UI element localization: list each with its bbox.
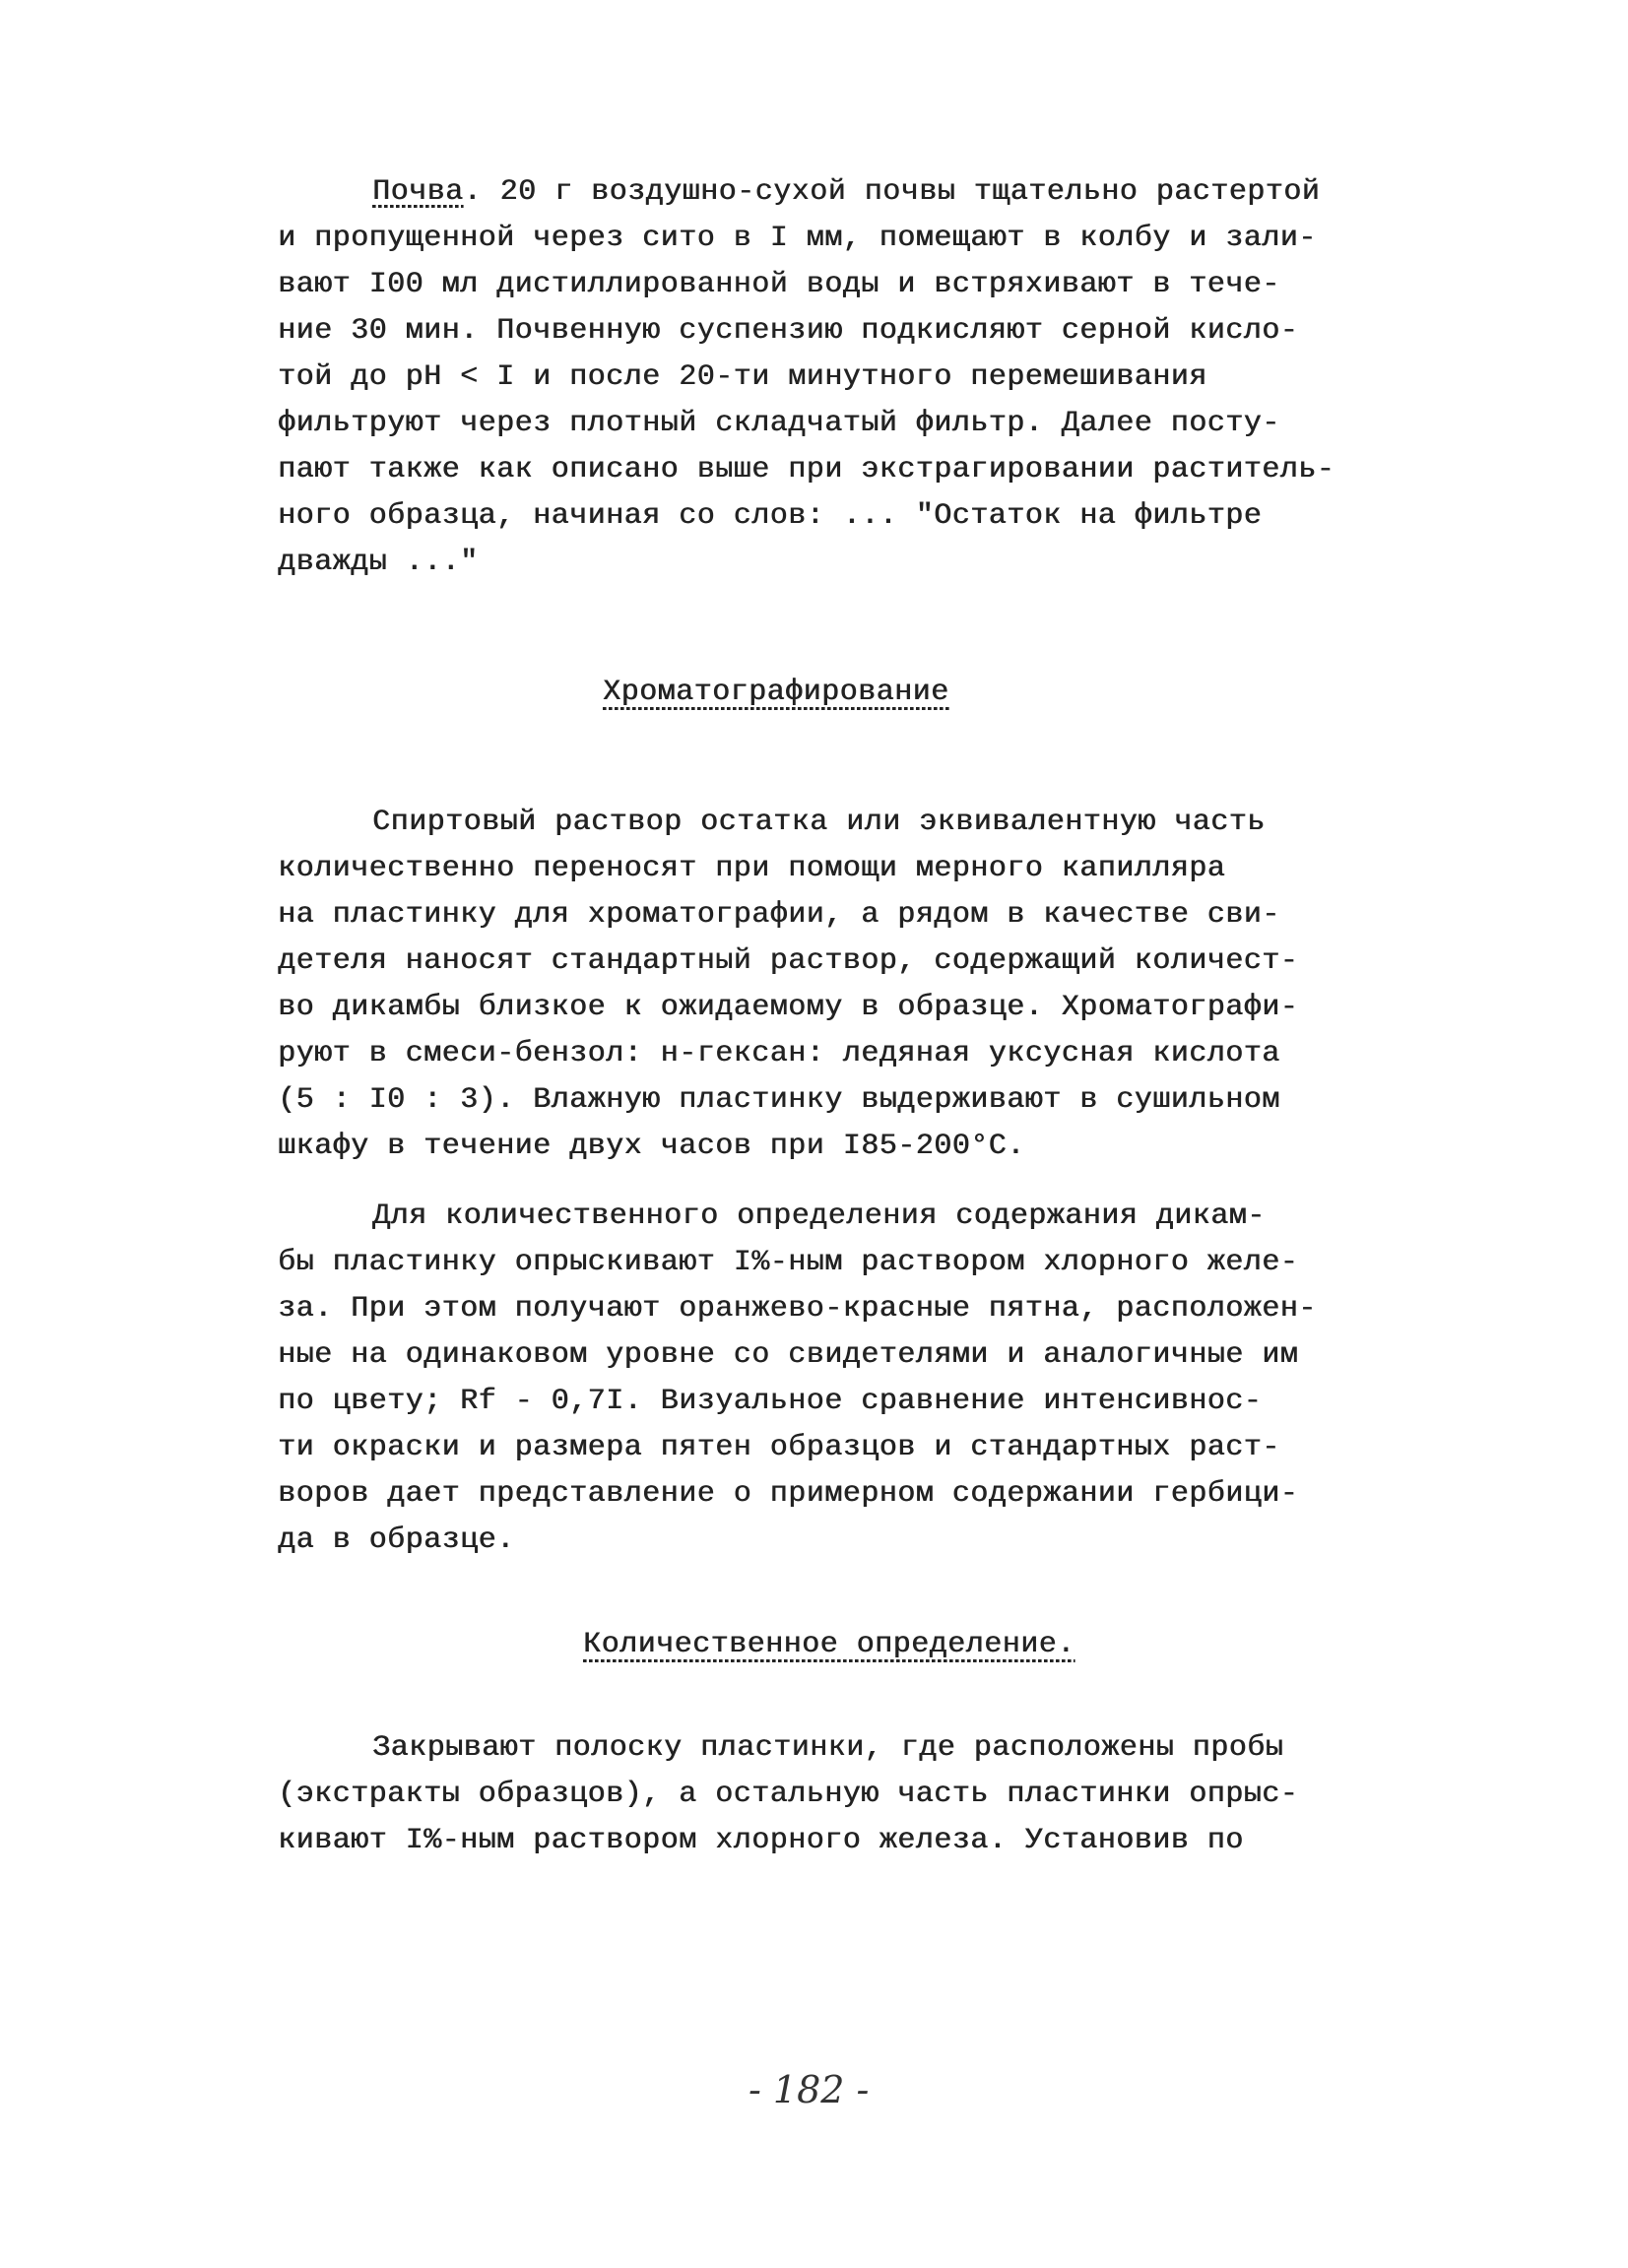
quant-line-2: кивают I%-ным раствором хлорного железа. Установив по xyxy=(278,1824,1244,1857)
chrom-p1-line-0: Спиртовый раствор остатка или эквивалентную часть xyxy=(372,806,1266,839)
chrom-p1-line-7: шкафу в течение двух часов при I85-200°С. xyxy=(278,1130,1025,1163)
quantitative-paragraph xyxy=(278,1725,1371,1864)
quantitative-heading: Количественное определение. xyxy=(583,1628,1075,1661)
soil-line-7: ного образца, начиная со слов: ... "Остаток на фильтре xyxy=(278,499,1263,533)
chromatography-paragraph-2 xyxy=(278,1194,1371,1564)
chrom-p2-line-4: по цвету; Rf - 0,7I. Визуальное сравнение интенсивнос- xyxy=(278,1385,1263,1418)
soil-line-6: пают также как описано выше при экстрагировании раститель- xyxy=(278,453,1335,486)
soil-line-4: той до pH < I и после 20-ти минутного перемешивания xyxy=(278,360,1207,394)
soil-line-8: дважды ..." xyxy=(278,546,479,579)
soil-line-5: фильтруют через плотный складчатый фильтр. Далее посту- xyxy=(278,407,1280,440)
quant-line-1: (экстракты образцов), а остальную часть пластинки опрыс- xyxy=(278,1778,1299,1811)
chromatography-heading: Хроматографирование xyxy=(603,676,949,709)
chrom-p1-line-2: на пластинку для хроматографии, а рядом в качестве сви- xyxy=(278,898,1280,932)
chrom-p2-line-3: ные на одинаковом уровне со свидетелями и аналогичные им xyxy=(278,1338,1299,1372)
page-number: - 182 - xyxy=(749,2068,870,2111)
chrom-p1-line-1: количественно переносят при помощи мерного капилляра xyxy=(278,852,1226,885)
chrom-p1-line-5: руют в смеси-бензол: н-гексан: ледяная уксусная кислота xyxy=(278,1037,1280,1070)
soil-line-2: вают I00 мл дистиллированной воды и встряхивают в тече- xyxy=(278,268,1280,301)
chrom-p2-line-2: за. При этом получают оранжево-красные пятна, расположен- xyxy=(278,1292,1317,1326)
chrom-p1-line-4: во дикамбы близкое к ожидаемому в образце. Хроматографи- xyxy=(278,991,1299,1024)
soil-line-1: и пропущенной через сито в I мм, помещают в колбу и зали- xyxy=(278,222,1317,255)
soil-label: Почва xyxy=(372,175,464,209)
soil-line-3: ние 30 мин. Почвенную суспензию подкисляют серной кисло- xyxy=(278,314,1299,348)
chrom-p1-line-6: (5 : I0 : 3). Влажную пластинку выдерживают в сушильном xyxy=(278,1083,1280,1117)
quant-line-0: Закрывают полоску пластинки, где расположены пробы xyxy=(372,1731,1284,1765)
soil-paragraph xyxy=(278,169,1371,586)
chromatography-paragraph-1 xyxy=(278,800,1371,1170)
chrom-p1-line-3: детеля наносят стандартный раствор, содержащий количест- xyxy=(278,944,1299,978)
text-line xyxy=(278,169,1371,216)
chrom-p2-line-6: воров дает представление о примерном содержании гербици- xyxy=(278,1477,1299,1511)
chrom-p2-line-1: бы пластинку опрыскивают I%-ным раствором хлорного желе- xyxy=(278,1246,1299,1279)
chrom-p2-line-7: да в образце. xyxy=(278,1523,515,1557)
chrom-p2-line-5: ти окраски и размера пятен образцов и стандартных раст- xyxy=(278,1431,1280,1464)
soil-line-0: . 20 г воздушно-сухой почвы тщательно растертой xyxy=(463,175,1321,209)
chrom-p2-line-0: Для количественного определения содержания дикам- xyxy=(372,1199,1266,1233)
